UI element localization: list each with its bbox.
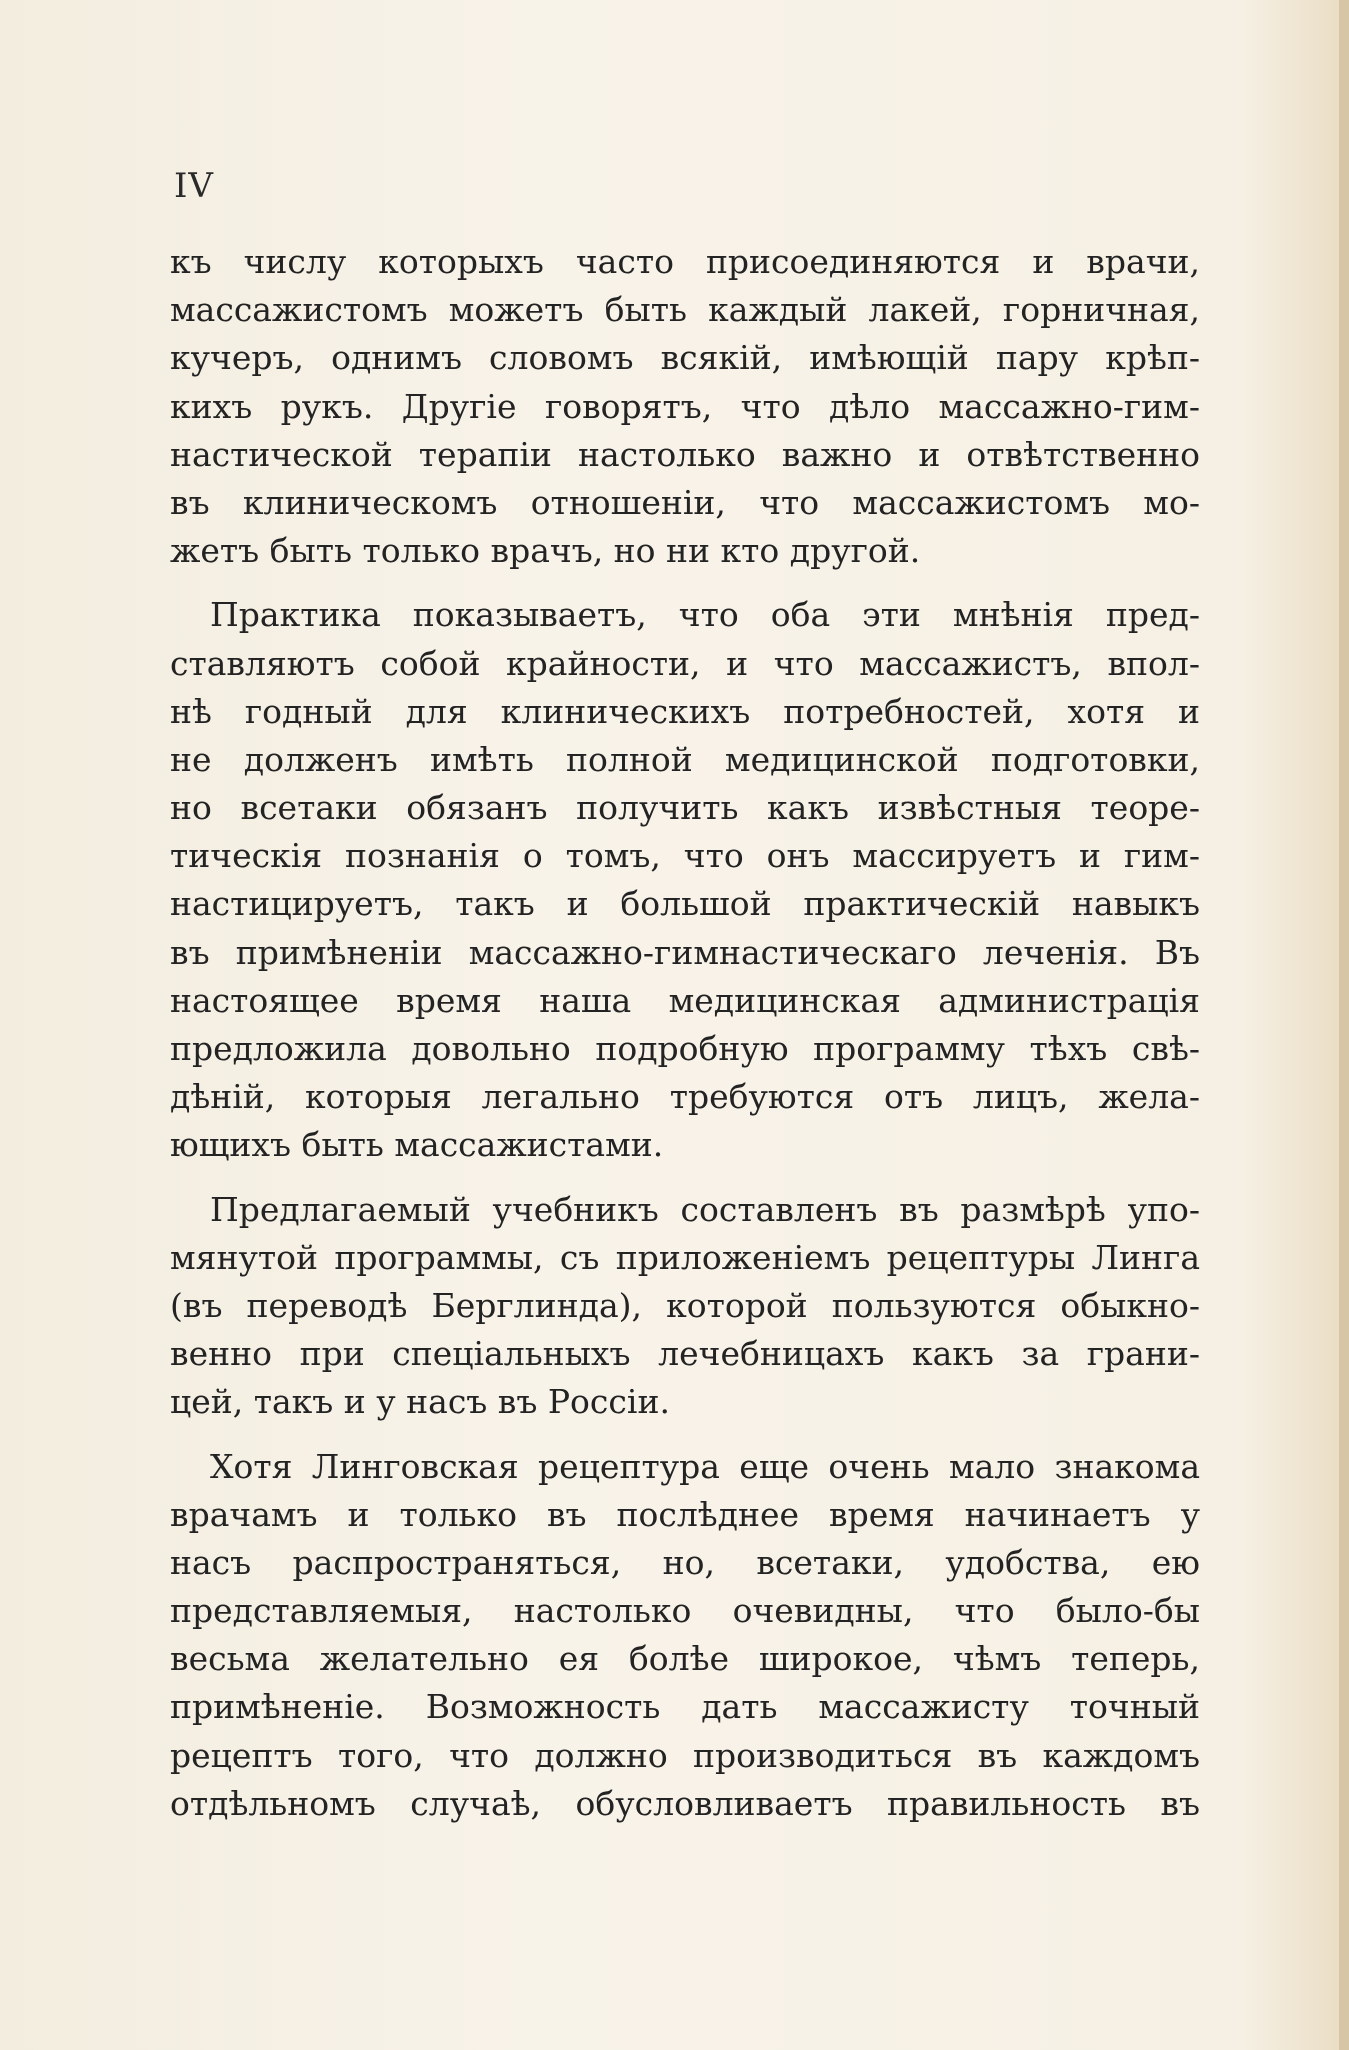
text-line: тическія познанія о томъ, что онъ массируетъ и гим- xyxy=(170,836,1200,876)
text-line: Хотя Линговская рецептура еще очень мало знакома xyxy=(210,1446,1200,1486)
text-line: въ примѣненіи массажно-гимнастическаго леченія. Въ xyxy=(170,932,1200,972)
paragraph-4 xyxy=(170,1443,1200,1829)
text-line: ющихъ быть массажистами. xyxy=(170,1125,664,1165)
text-line: примѣненіе. Возможность дать массажисту точный xyxy=(170,1687,1200,1727)
paragraph-2 xyxy=(170,591,1200,1169)
text-line: весьма желательно ея болѣе широкое, чѣмъ теперь, xyxy=(170,1639,1200,1679)
text-line: къ числу которыхъ часто присоединяются и врачи, xyxy=(170,242,1200,281)
text-line: настической терапіи настолько важно и отвѣтственно xyxy=(170,434,1200,474)
text-line: насъ распространяться, но, всетаки, удобства, ею xyxy=(170,1542,1200,1582)
text-line: въ клиническомъ отношеніи, что массажистомъ мо- xyxy=(170,482,1200,522)
text-line: мянутой программы, съ приложеніемъ рецептуры Линга xyxy=(170,1237,1200,1277)
text-line: цей, такъ и у насъ въ Россіи. xyxy=(170,1382,670,1422)
paragraph-1 xyxy=(170,238,1200,575)
text-line: настицируетъ, такъ и большой практическій навыкъ xyxy=(170,884,1200,924)
page-number: IV xyxy=(174,166,214,206)
text-line: отдѣльномъ случаѣ, обусловливаетъ правильность въ xyxy=(170,1783,1200,1823)
text-line: но всетаки обязанъ получить какъ извѣстныя теоре- xyxy=(170,788,1200,828)
text-line: Предлагаемый учебникъ составленъ въ размѣрѣ упо- xyxy=(210,1189,1200,1229)
text-line: дѣній, которыя легально требуются отъ лицъ, жела- xyxy=(170,1077,1200,1117)
text-line: врачамъ и только въ послѣднее время начинаетъ у xyxy=(170,1494,1200,1534)
text-line: Практика показываетъ, что оба эти мнѣнія пред- xyxy=(210,595,1200,635)
page-edge xyxy=(1339,0,1349,2050)
text-line: кихъ рукъ. Другіе говорятъ, что дѣло массажно-гим- xyxy=(170,386,1200,426)
text-line: представляемыя, настолько очевидны, что было-бы xyxy=(170,1591,1200,1631)
text-line: ставляютъ собой крайности, и что массажистъ, впол- xyxy=(170,643,1200,683)
text-line: не долженъ имѣть полной медицинской подготовки, xyxy=(170,739,1200,779)
text-line: кучеръ, однимъ словомъ всякій, имѣющій пару крѣп- xyxy=(170,338,1200,378)
text-line: жетъ быть только врачъ, но ни кто другой. xyxy=(170,531,921,571)
paragraph-3 xyxy=(170,1186,1200,1427)
text-line: нѣ годный для клиническихъ потребностей, хотя и xyxy=(170,691,1200,731)
text-line: массажистомъ можетъ быть каждый лакей, горничная, xyxy=(170,290,1200,330)
text-line: венно при спеціальныхъ лечебницахъ какъ за грани- xyxy=(170,1334,1200,1374)
text-line: (въ переводѣ Берглинда), которой пользуются обыкно- xyxy=(170,1285,1200,1325)
text-line: предложила довольно подробную программу тѣхъ свѣ- xyxy=(170,1029,1200,1068)
text-line: рецептъ того, что должно производиться въ каждомъ xyxy=(170,1735,1200,1775)
text-line: настоящее время наша медицинская администрація xyxy=(170,980,1200,1020)
body-text xyxy=(170,238,1200,1844)
